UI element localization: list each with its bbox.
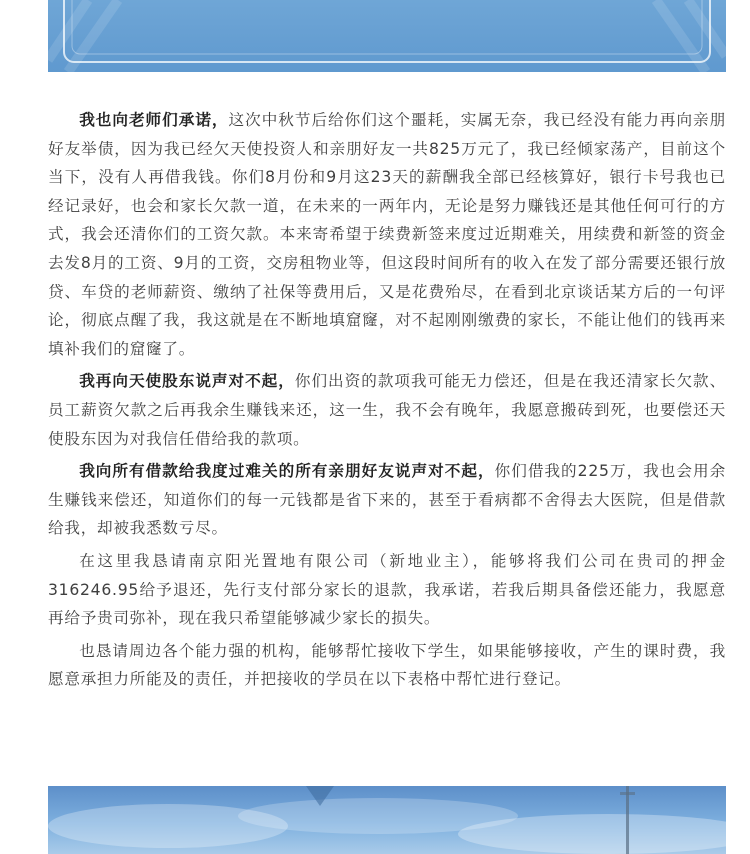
paragraph-text: 在这里我恳请南京阳光置地有限公司（新地业主），能够将我们公司在贵司的押金316246.95给予退还，先行支付部分家长的退款，我承诺，若我后期具备偿还能力，我愿意再给予贵司弥补，现在我只希望能够减少家长的损失。 (48, 551, 726, 628)
article-body (48, 106, 726, 698)
bottom-banner-image (48, 786, 726, 854)
top-banner-image (48, 0, 726, 72)
paragraph-angel-shareholders (48, 367, 726, 453)
paragraph-landlord-request (48, 547, 726, 633)
paragraph-text: 你们借我的225万，我也会用余生赚钱来偿还，知道你们的每一元钱都是省下来的，甚至于看病都不舍得去大医院，但是借款给我，却被我悉数亏尽。 (48, 462, 726, 538)
paragraph-lead: 我也向老师们承诺， (79, 110, 229, 129)
banner-frame-decoration (48, 0, 726, 72)
paragraph-text: 你们出资的款项我可能无力偿还，但是在我还清家长欠款、员工薪资欠款之后再我余生赚钱来还，这一生，我不会有晚年，我愿意搬砖到死，也要偿还天使股东因为对我信任借给我的款项。 (48, 372, 726, 448)
paragraph-text: 也恳请周边各个能力强的机构，能够帮忙接收下学生，如果能够接收，产生的课时费，我愿意承担力所能及的责任，并把接收的学员在以下表格中帮忙进行登记。 (48, 641, 726, 689)
paragraph-text: 这次中秋节后给你们这个噩耗，实属无奈，我已经没有能力再向亲朋好友举债，因为我已经欠天使投资人和亲朋好友一共825万元了，我已经倾家荡产，目前这个当下，没有人再借我钱。你们8月份和9月这23天的薪酬我全部已经核算好，银行卡号我也已经记录好，也会和家长欠款一道，在未来的一两年内，无论是努力赚钱还是其他任何可行的方式，我会还清你们的工资欠款。本来寄希望于续费新签来度过近期难关，用续费和新签的资金去发8月的工资、9月的工资，交房租物业等，但这段时间所有的收入在发了部分需要还银行放贷、车贷的老师薪资、缴纳了社保等费用后，又是花费殆尽，在看到北京谈话某方后的一句评论，彻底点醒了我，我这就是在不断地填窟窿，对不起刚刚缴费的家长，不能让他们的钱再来填补我们的窟窿了。 (48, 111, 726, 358)
paragraph-friends-family (48, 457, 726, 543)
paragraph-lead: 我向所有借款给我度过难关的所有亲朋好友说声对不起， (79, 461, 495, 481)
paragraph-institutions-request (48, 637, 726, 694)
paragraph-lead: 我再向天使股东说声对不起， (79, 371, 295, 391)
paragraph-teachers (48, 106, 726, 363)
sky-clouds-decoration (48, 786, 726, 854)
